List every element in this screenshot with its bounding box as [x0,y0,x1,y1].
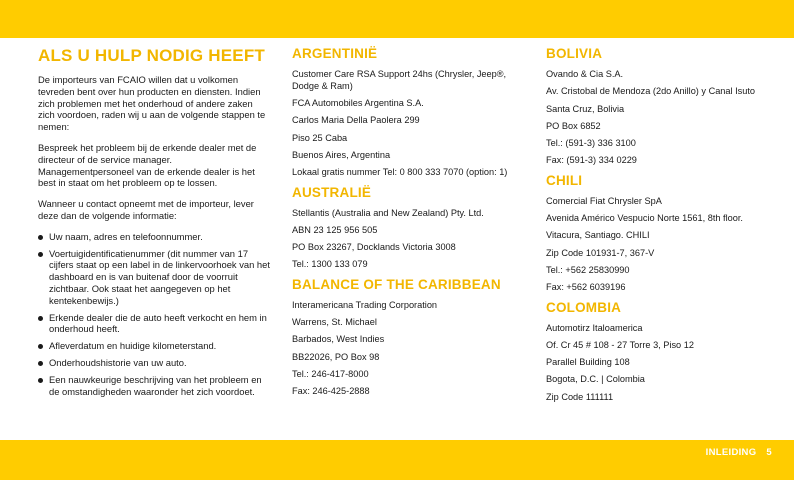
address-line: Interamericana Trading Corporation [292,299,438,310]
section-australie [292,185,527,272]
bullet-icon [38,252,43,257]
address-line: PO Box 23267, Docklands Victoria 3008 [292,242,456,253]
list-item-text: Onderhoudshistorie van uw auto. [49,356,187,368]
section-title-bolivia: BOLIVIA [546,46,603,61]
section-bolivia [546,46,782,167]
page-number: 5 [766,447,772,458]
section-argentinie [292,46,527,179]
help-paragraph: De importeurs van FCAIO willen dat u volkomen tevreden bent over hun producten en diensten. Indien zich problemen met het onderhoud of andere zaken zich voordoen, raden wij u aan de volgende stappen te nemen: [38,74,266,133]
help-paragraph: Wanneer u contact opneemt met de importeur, lever deze dan de volgende informatie: [38,198,254,221]
phone-line: Tel.: (591-3) 336 3100 [546,138,636,149]
address-line: Stellantis (Australia and New Zealand) Pty. Ltd. [292,207,484,218]
list-item-text: Uw naam, adres en telefoonnummer. [49,230,203,242]
address-line: Comercial Fiat Chrysler SpA [546,195,662,206]
address-line: Bogota, D.C. | Colombia [546,374,645,385]
page-footer [706,447,772,458]
fax-line: Fax: (591-3) 334 0229 [546,155,637,166]
address-line: Customer Care RSA Support 24hs (Chrysler, Jeep®, Dodge & Ram) [292,69,507,91]
address-line: Buenos Aires, Argentina [292,149,391,160]
section-colombia [546,300,782,404]
phone-line: Tel.: 1300 133 079 [292,259,368,270]
address-line: ABN 23 125 956 505 [292,224,378,235]
contacts-column-3 [546,46,782,409]
fax-line: Fax: 246-425-2888 [292,386,370,397]
section-title-colombia: COLOMBIA [546,299,622,315]
help-column [38,46,270,402]
section-chili [546,173,782,294]
bottom-band [0,440,794,480]
address-line: Santa Cruz, Bolivia [546,103,625,114]
section-title-chili: CHILI [546,172,583,188]
address-line: Vitacura, Santiago. CHILI [546,230,650,241]
address-line: Zip Code 101931-7, 367-V [546,247,655,258]
address-line: Ovando & Cia S.A. [546,69,624,79]
address-line: Warrens, St. Michael [292,317,377,328]
phone-line: Tel.: 246-417-8000 [292,368,369,379]
list-item [38,340,270,352]
bullet-icon [38,361,43,366]
section-caribbean [292,277,527,398]
section-title-australie: AUSTRALIË [292,184,372,200]
address-line: Barbados, West Indies [292,334,385,345]
bullet-icon [38,235,43,240]
address-line: Piso 25 Caba [292,132,348,143]
footer-section-label: INLEIDING [705,447,757,458]
list-item [38,357,270,369]
bullet-icon [38,378,43,383]
list-item-text: Voertuigidentificatienummer (dit nummer van 17 cijfers staat op een label in de linkervoorhoek van het dashboard en is van buitenaf door de voorruit zichtbaar. Ook staat het aangegeven op het kentekenbewijs.) [49,247,270,306]
address-line: BB22026, PO Box 98 [292,351,380,362]
list-item-text: Erkende dealer die de auto heeft verkocht en hem in onderhoud heeft. [49,311,267,335]
top-band [0,0,794,38]
address-line: Zip Code 111111 [546,391,614,402]
list-item-text: Afleverdatum en huidige kilometerstand. [49,340,217,352]
phone-line: Lokaal gratis nummer Tel: 0 800 333 7070 (option: 1) [292,167,508,178]
address-line: Av. Cristobal de Mendoza (2do Anillo) y Canal Isuto [546,86,756,97]
bullet-icon [38,316,43,321]
address-line: Avenida Américo Vespucio Norte 1561, 8th floor. [546,213,743,224]
list-item-text: Een nauwkeurige beschrijving van het probleem en de omstandigheden waaronder het zich voordoet. [49,373,262,397]
list-item [38,312,270,336]
list-item [38,374,270,398]
address-line: PO Box 6852 [546,120,601,131]
help-paragraph: Bespreek het probleem bij de erkende dealer met de directeur of de service manager. Managementpersoneel van de erkende dealer is het best in staat om het probleem op te lossen. [38,141,257,189]
list-item [38,231,270,243]
address-line: Automotirz Italoamerica [546,322,643,333]
address-line: Of. Cr 45 # 108 - 27 Torre 3, Piso 12 [546,339,694,350]
fax-line: Fax: +562 6039196 [546,282,626,293]
address-line: Carlos Maria Della Paolera 299 [292,115,420,126]
list-item [38,248,270,307]
info-list [38,231,270,398]
bullet-icon [38,344,43,349]
address-line: FCA Automobiles Argentina S.A. [292,98,424,109]
section-title-caribbean: BALANCE OF THE CARIBBEAN [292,276,501,292]
help-title: ALS U HULP NODIG HEEFT [38,46,265,65]
phone-line: Tel.: +562 25830990 [546,264,630,275]
contacts-column-2 [292,46,527,404]
address-line: Parallel Building 108 [546,357,630,368]
section-title-argentinie: ARGENTINIË [292,46,378,61]
